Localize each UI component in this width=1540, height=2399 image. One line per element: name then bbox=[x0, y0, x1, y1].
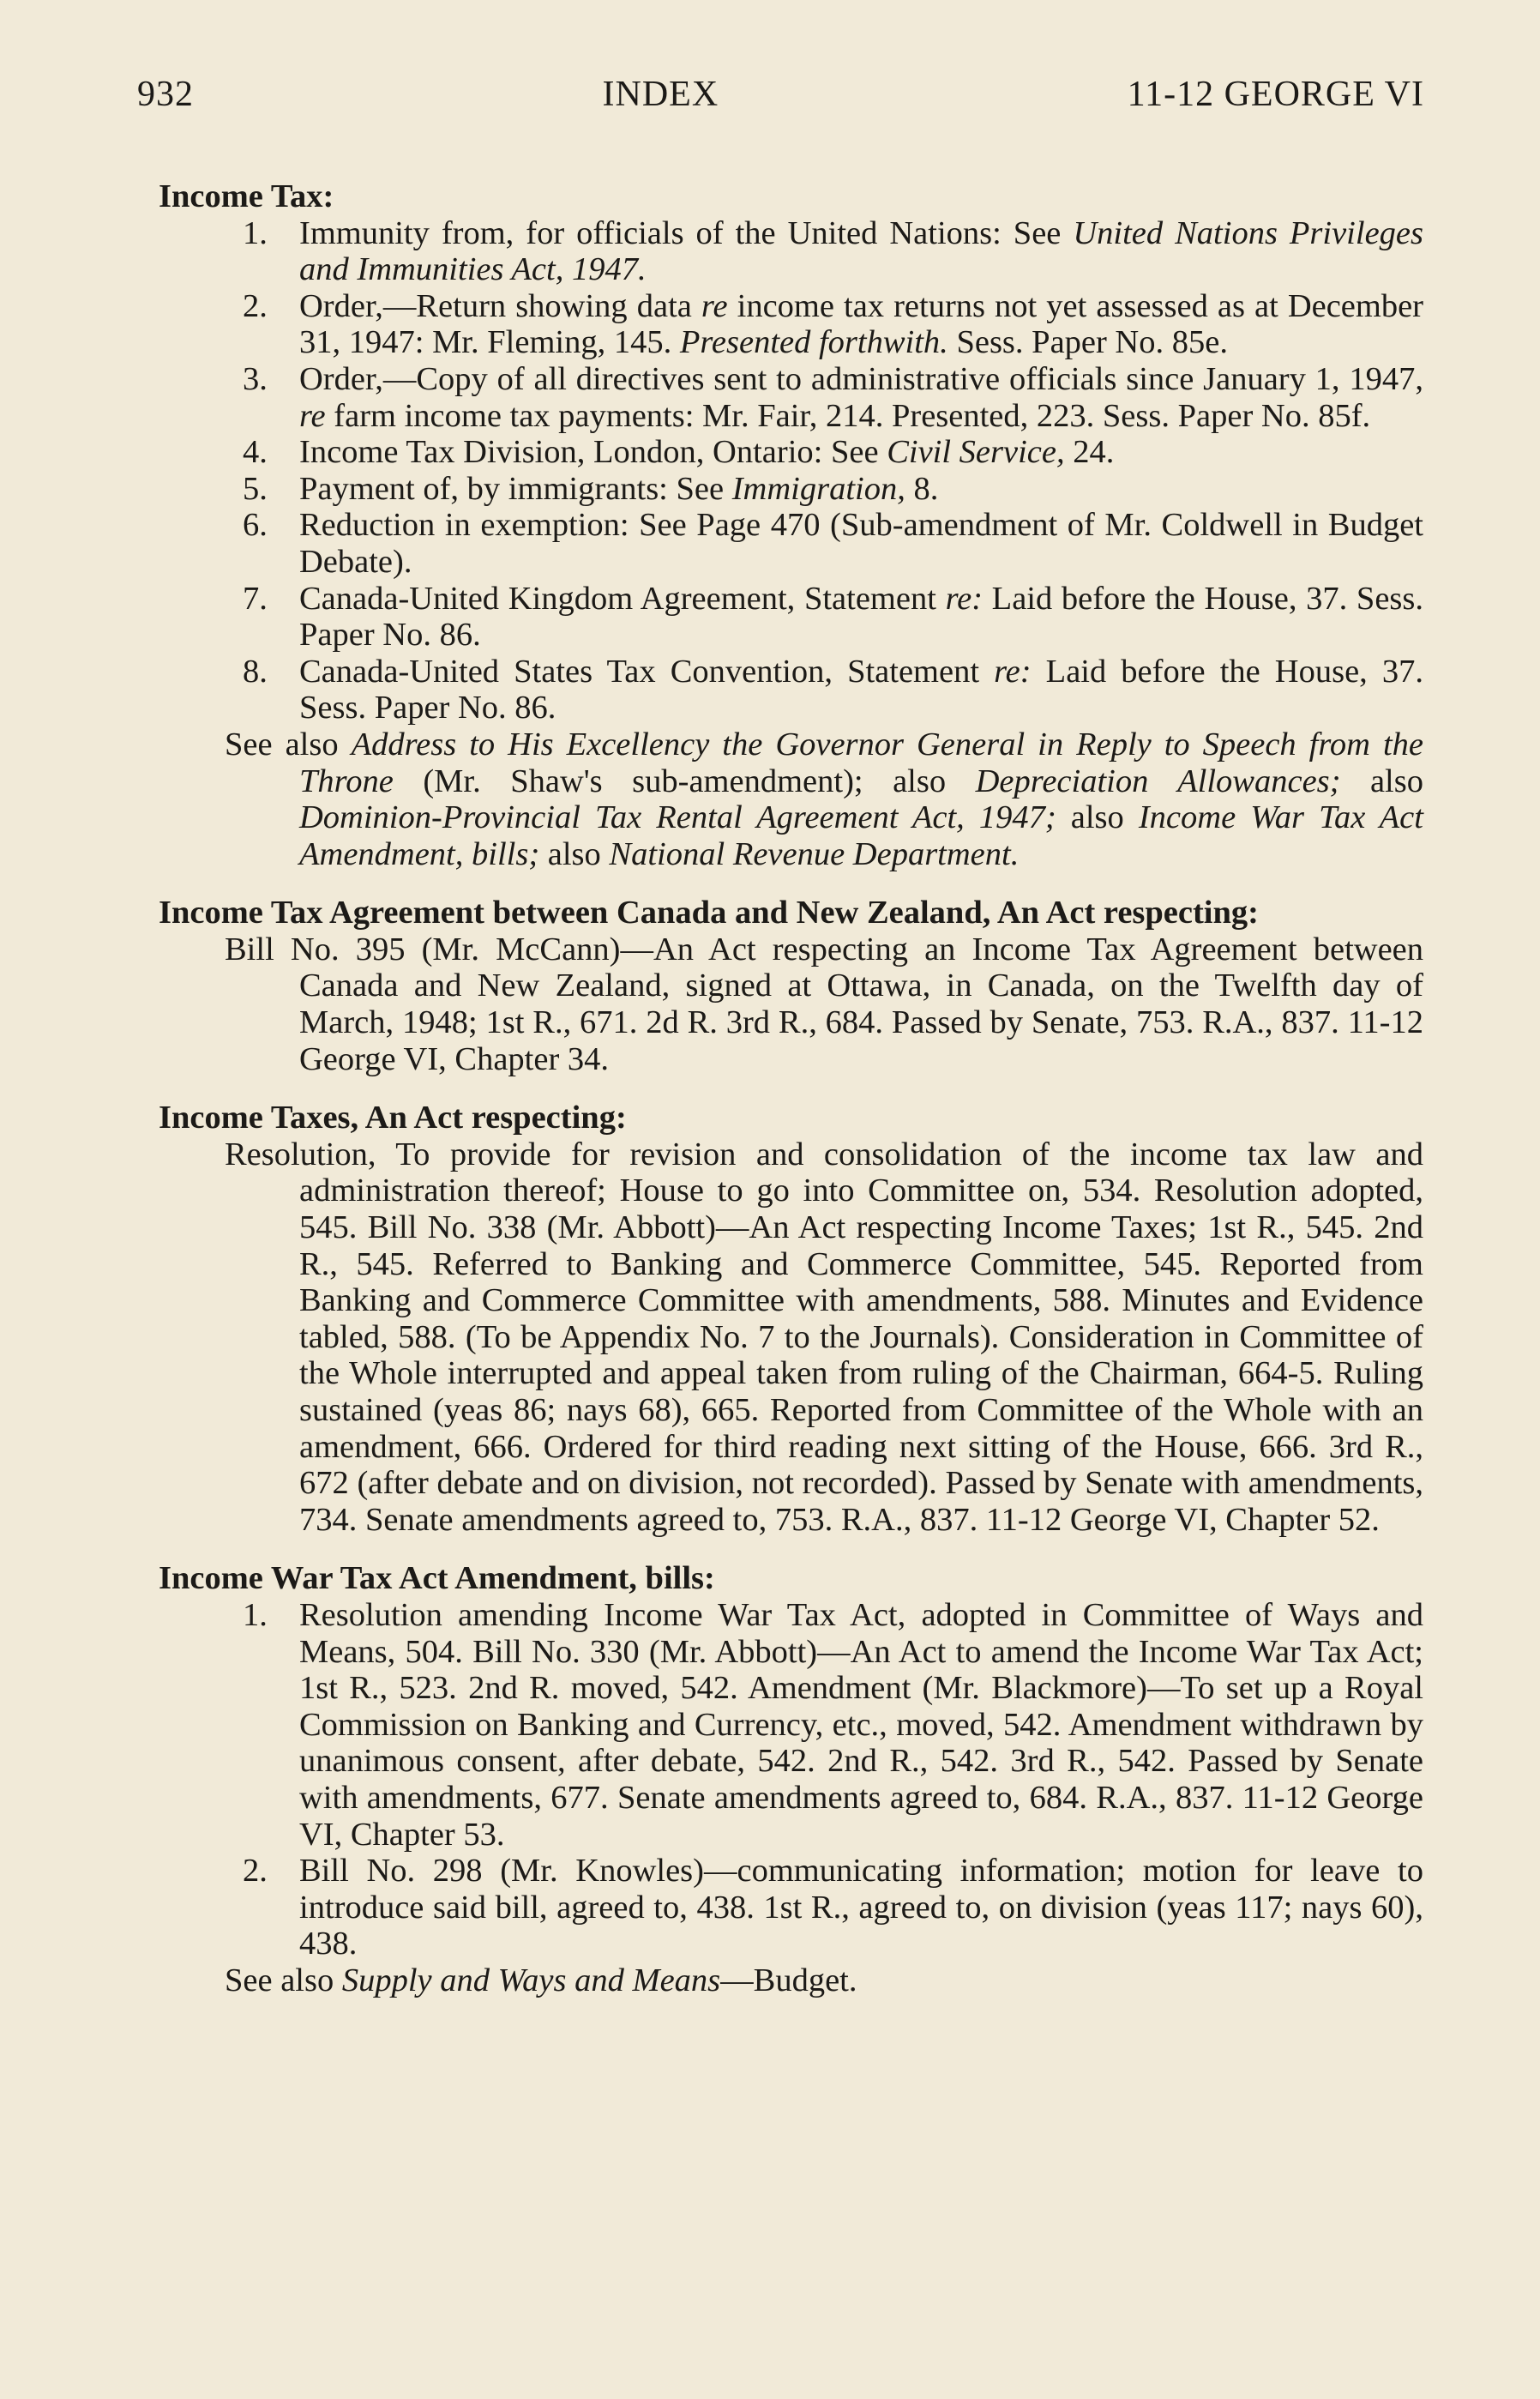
see-also-reference: See also Supply and Ways and Means—Budget. bbox=[225, 1962, 857, 1998]
entry-heading: Income Tax Agreement between Canada and New Zealand, An Act respecting: bbox=[159, 895, 1259, 931]
entry-income-tax bbox=[159, 178, 1423, 872]
index-content bbox=[159, 178, 1423, 1999]
entry-war-tax bbox=[159, 1560, 1423, 1998]
item-number: 2. bbox=[243, 287, 268, 324]
list-item: 7. Canada-United Kingdom Agreement, Statement re: Laid before the House, 37. Sess. Paper No. 86. bbox=[243, 580, 1423, 654]
entry-body: Resolution, To provide for revision and consolidation of the income tax law and administration thereof; House to go into Committee on, 534. Resolution adopted, 545. Bill No. 338 (Mr. Abbott)—An Act respecting Income Taxes; 1st R., 545. 2nd R., 545. Referred to Banking and Commerce Committee, 545. Reported from Banking and Commerce Committee with amendments, 588. Minutes and Evidence tabled, 588. (To be Appendix No. 7 to the Journals). Consideration in Committee of the Whole interrupted and appeal taken from ruling of the Chairman, 664-5. Ruling sustained (yeas 86; nays 68), 665. Reported from Committee of the Whole with an amendment, 666. Ordered for third reading next sitting of the House, 666. 3rd R., 672 (after debate and on division, not recorded). Passed by Senate with amendments, 734. Senate amendments agreed to, 753. R.A., 837. 11-12 George VI, Chapter 52. bbox=[225, 1136, 1423, 1538]
list-item: 4. Income Tax Division, London, Ontario: See Civil Service, 24. bbox=[243, 434, 1115, 471]
item-number: 3. bbox=[243, 360, 268, 397]
entry-income-taxes-act bbox=[159, 1100, 1423, 1538]
entry-nz-agreement bbox=[159, 895, 1423, 1077]
item-number: 8. bbox=[243, 653, 268, 690]
list-item: 3. Order,—Copy of all directives sent to administrative officials since January 1, 1947, re farm income tax payments: Mr. Fair, 214. Presented, 223. Sess. Paper No. 85f. bbox=[243, 360, 1423, 434]
item-number: 5. bbox=[243, 470, 268, 507]
item-number: 4. bbox=[243, 434, 268, 471]
list-item: 2. Bill No. 298 (Mr. Knowles)—communicating information; motion for leave to introduce said bill, agreed to, 438. 1st R., agreed to, on division (yeas 117; nays 60), 438. bbox=[243, 1853, 1423, 1962]
item-number: 1. bbox=[243, 214, 268, 251]
page-number: 932 bbox=[137, 75, 194, 114]
see-also-reference: See also Address to His Excellency the Governor General in Reply to Speech from the Throne (Mr. Shaw's sub-amendment); also Depreciation Allowances; also Dominion-Provincial Tax Rental Agreement Act, 1947; also Income War Tax Act Amendment, bills; also National Revenue Department. bbox=[225, 726, 1423, 872]
page-title: INDEX bbox=[602, 75, 719, 114]
entry-heading: Income War Tax Act Amendment, bills: bbox=[159, 1560, 715, 1597]
volume-label: 11-12 GEORGE VI bbox=[1127, 75, 1424, 114]
list-item: 5. Payment of, by immigrants: See Immigration, 8. bbox=[243, 470, 939, 507]
list-item: 8. Canada-United States Tax Convention, Statement re: Laid before the House, 37. Sess. Paper No. 86. bbox=[243, 653, 1424, 726]
item-number: 2. bbox=[243, 1853, 268, 1890]
list-item: 6. Reduction in exemption: See Page 470 (Sub-amendment of Mr. Coldwell in Budget Debate). bbox=[243, 507, 1423, 580]
entry-body: Bill No. 395 (Mr. McCann)—An Act respecting an Income Tax Agreement between Canada and New Zealand, signed at Ottawa, in Canada, on the Twelfth day of March, 1948; 1st R., 671. 2d R. 3rd R., 684. Passed by Senate, 753. R.A., 837. 11-12 George VI, Chapter 34. bbox=[225, 931, 1423, 1077]
list-item: 2. Order,—Return showing data re income tax returns not yet assessed as at December 31, 1947: Mr. Fleming, 145. Presented forthwith. Sess. Paper No. 85e. bbox=[243, 287, 1424, 361]
item-number: 1. bbox=[243, 1596, 268, 1633]
item-number: 7. bbox=[243, 580, 268, 617]
item-number: 6. bbox=[243, 507, 268, 544]
list-item: 1. Resolution amending Income War Tax Act, adopted in Committee of Ways and Means, 504. Bill No. 330 (Mr. Abbott)—An Act to amend the Income War Tax Act; 1st R., 523. 2nd R. moved, 542. Amendment (Mr. Blackmore)—To set up a Royal Commission on Banking and Currency, etc., moved, 542. Amendment withdrawn by unanimous consent, after debate, 542. 2nd R., 542. 3rd R., 542. Passed by Senate with amendments, 677. Senate amendments agreed to, 684. R.A., 837. 11-12 George VI, Chapter 53. bbox=[243, 1596, 1423, 1853]
list-item: 1. Immunity from, for officials of the United Nations: See United Nations Privileges and Immunities Act, 1947. bbox=[243, 214, 1423, 288]
page-header bbox=[137, 74, 1424, 115]
entry-heading: Income Tax: bbox=[159, 178, 334, 214]
entry-heading: Income Taxes, An Act respecting: bbox=[159, 1100, 627, 1136]
